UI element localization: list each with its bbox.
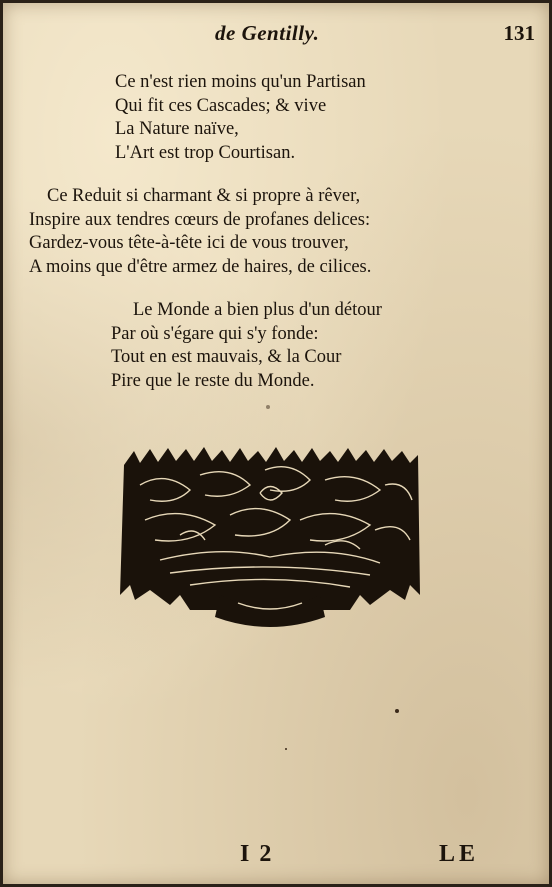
ink-speck <box>266 405 270 409</box>
verse-line: Inspire aux tendres cœurs de profanes delices: <box>29 209 371 230</box>
verse-line: Qui fit ces Cascades; & vive <box>115 95 327 116</box>
verse-line: L'Art est trop Courtisan. <box>115 142 296 163</box>
verse-line: La Nature naïve, <box>115 119 239 139</box>
stanza-3 <box>111 299 382 393</box>
running-title: de Gentilly. <box>215 21 320 45</box>
verse-line: Tout en est mauvais, & la Cour <box>111 347 342 367</box>
verse-line: Le Monde a bien plus d'un détour <box>133 300 382 320</box>
ink-speck <box>395 709 399 713</box>
signature-mark: I 2 <box>240 841 274 867</box>
stanza-1 <box>115 71 366 165</box>
ink-speck <box>285 748 287 750</box>
verse-line: A moins que d'être armez de haires, de cilices. <box>29 256 372 277</box>
verse-line: Ce n'est rien moins qu'un Partisan <box>115 72 366 92</box>
verse-line: Gardez-vous tête-à-tête ici de vous trouver, <box>29 233 349 253</box>
page-number: 131 <box>503 21 535 45</box>
stanza-2 <box>29 185 371 279</box>
verse-line: Ce Reduit si charmant & si propre à rêver, <box>47 186 361 206</box>
catchword: LE <box>439 841 480 867</box>
verse-line: Par où s'égare qui s'y fonde: <box>111 323 319 344</box>
book-page <box>3 3 549 884</box>
verse-line: Pire que le reste du Monde. <box>111 370 315 391</box>
woodcut-basket-of-foliage-icon <box>120 445 420 635</box>
